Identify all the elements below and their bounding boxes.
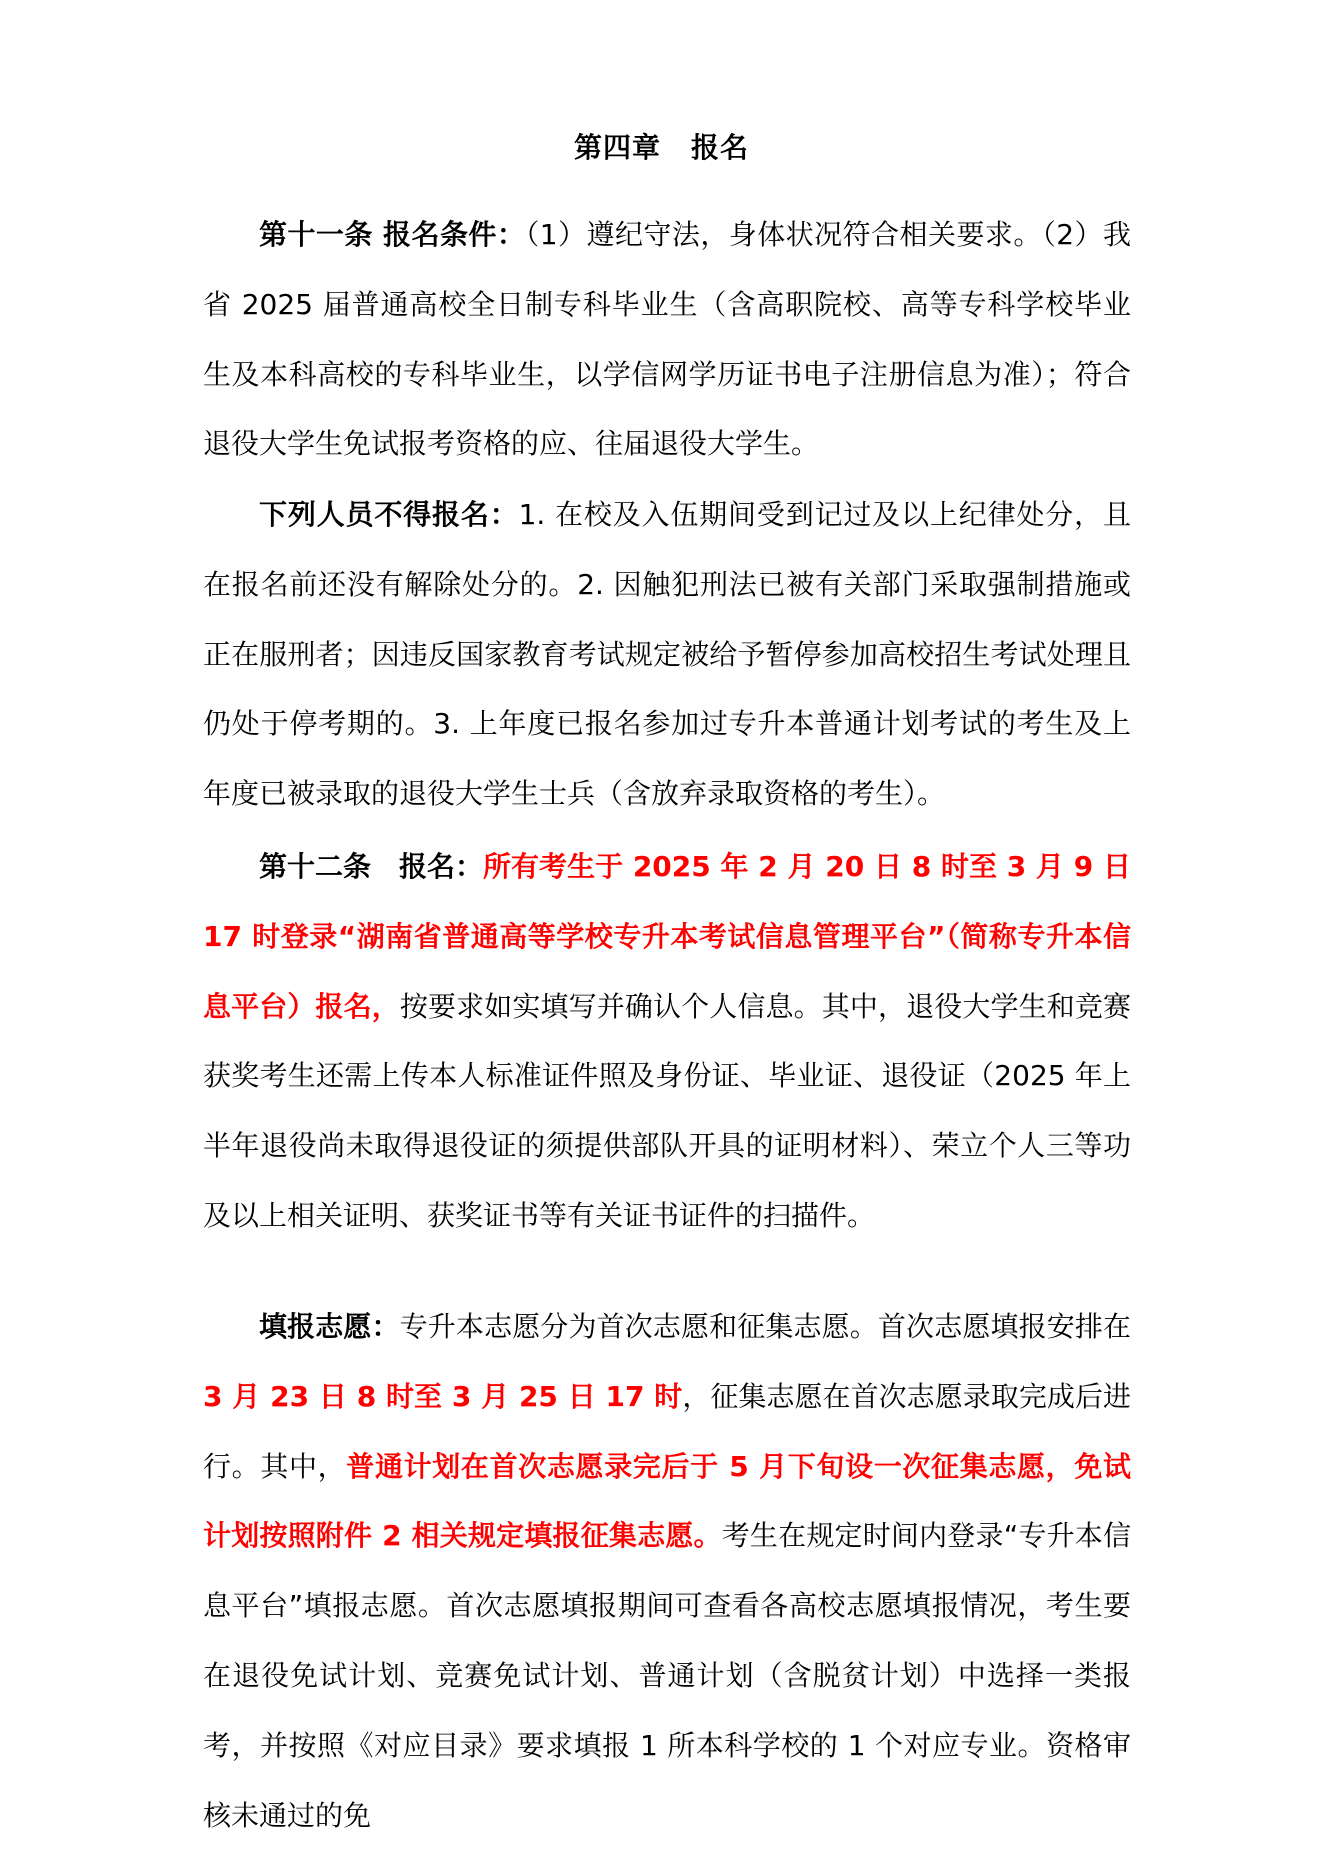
volunteer-text-1: 专升本志愿分为首次志愿和征集志愿。首次志愿填报安排在 <box>399 1310 1131 1343</box>
excluded-label: 下列人员不得报名： <box>259 498 519 531</box>
article-12-text: 按要求如实填写并确认个人信息。其中，退役大学生和竞赛获奖考生还需上传本人标准证件照及身份证、毕业证、退役证（2025 年上半年退役尚未取得退役证的须提供部队开具的证明材料）、荣立个人三等功及以上相关证明、获奖证书等有关证书证件的扫描件。 <box>203 989 1131 1232</box>
chapter-number: 第四章 <box>573 131 661 164</box>
volunteer-paragraph <box>203 1292 1131 1850</box>
chapter-title <box>0 128 1323 168</box>
excluded-paragraph <box>203 480 1131 829</box>
excluded-text: 1. 在校及入伍期间受到记过及以上纪律处分，且在报名前还没有解除处分的。2. 因触犯刑法已被有关部门采取强制措施或正在服刑者；因违反国家教育考试规定被给予暂停参加高校招生考试处理且仍处于停考期的。3. 上年度已报名参加过专升本普通计划考试的考生及上年度已被录取的退役大学生士兵（含放弃录取资格的考生）。 <box>203 498 1131 811</box>
chapter-name: 报名 <box>691 131 750 164</box>
volunteer-supplement-rule: 普通计划在首次志愿录完后于 5 月下旬设一次征集志愿，免试计划按照附件 2 相关规定填报征集志愿。 <box>203 1449 1131 1553</box>
article-12-deadline: 所有考生于 2025 年 2 月 20 日 8 时至 3 月 9 日 17 时登录“湖南省普通高等学校专升本考试信息管理平台”（简称专升本信息平台）报名， <box>203 850 1131 1023</box>
article-12-paragraph <box>203 832 1131 1251</box>
article-12-label: 第十二条 报名： <box>259 850 484 883</box>
volunteer-text-3: 考生在规定时间内登录“专升本信息平台”填报志愿。首次志愿填报期间可查看各高校志愿填报情况，考生要在退役免试计划、竞赛免试计划、普通计划（含脱贫计划）中选择一类报考，并按照《对应目录》要求填报 1 所本科学校的 1 个对应专业。资格审核未通过的免 <box>203 1519 1131 1832</box>
volunteer-first-schedule: 3 月 23 日 8 时至 3 月 25 日 17 时 <box>203 1379 683 1413</box>
article-11-label: 第十一条 报名条件： <box>259 218 526 251</box>
article-11-text: （1）遵纪守法，身体状况符合相关要求。（2）我省 2025 届普通高校全日制专科毕业生（含高职院校、高等专科学校毕业生及本科高校的专科毕业生，以学信网学历证书电子注册信息为准）；符合退役大学生免试报考资格的应、往届退役大学生。 <box>203 218 1132 461</box>
volunteer-label: 填报志愿： <box>259 1310 400 1343</box>
article-11-paragraph <box>203 200 1131 479</box>
volunteer-text-2: ，征集志愿在首次志愿录取完成后进行。其中， <box>203 1379 1131 1483</box>
